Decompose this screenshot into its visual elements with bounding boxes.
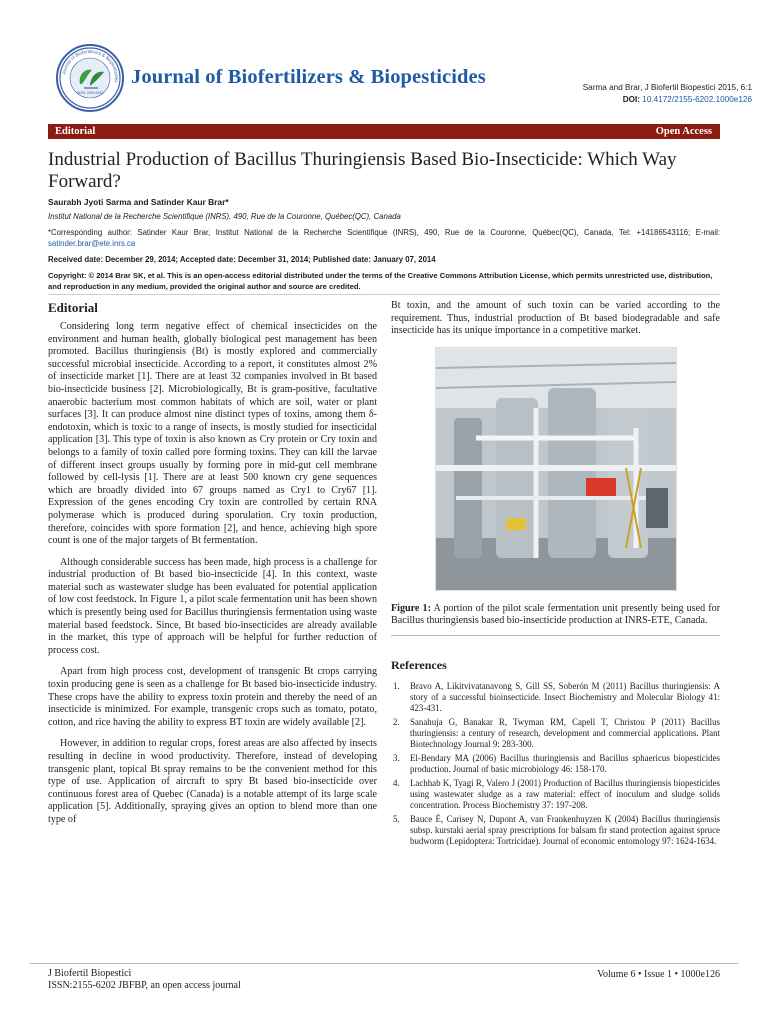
footer-journal (48, 968, 241, 992)
paragraph-1: Considering long term negative effect of chemical insecticides on the environment and human health, globally biological pest management has been promoted. Bacillus thuringiensis (Bt) is mostly explored and commercially successful microbial insecticide. According to a report, it constitutes almost 2% of insecticide market [1]. There are at least 32 companies involved in Bt based bio-insecticide business [2]. Microbiologically, Bt is gram-positive, facultative anaerobic bacterium most common habitats of which are soil, water or plant surfaces [3]. It can produce almost nine distinct types of toxins, among them δ-endotoxin, which is toxic to a range of insects, is mostly studied for insecticidal application [3]. This type of toxin is also known as Cry protein or Cry toxin and belongs to a family of toxin called pore forming toxins. They can kill the larvae of different insect groups usually by forming pore in mid-gut cell membrane followed by cell-lysis [1]. There are at least 500 known cry gene sequences which are broadly divided into 67 groups named as Cry1 to Cry67 [1]. Expression of the genes encoding Cry toxin are controlled by certain RNA polymerase which is produced during sporulation. Cry toxin production, therefore, coincides with spore formation [2], and hence, achieving high spore count is one of the major targets of Bt fermentation. (48, 321, 377, 547)
references-list (391, 681, 720, 847)
reference-number: 5. (393, 813, 400, 824)
paragraph-4: However, in addition to regular crops, forest areas are also affected by insects resulting in decline in wood productivity. Therefore, instead of developing transgenic plant, topical Bt spray remains to be the convenient method for this type of use. Application of aircraft to spry Bt based bio-insecticide over continuous forest area of Quebec (Canada) is a notable attempt of its large scale application [5]. Additionally, spraying gives an option to blend more than one type of (48, 738, 377, 825)
reference-item (391, 753, 720, 775)
corresponding-author (48, 227, 720, 249)
reference-text: Bauce É, Carisey N, Dupont A, van Frankenhuyzen K (2004) Bacillus thuringiensis subsp. kurstaki aerial spray prescriptions for balsam fir stand protection against spruce budworm (Lepidoptera: Tortricidae). Journal of economic entomology 97: 1624-1634. (410, 813, 720, 846)
figure-1-photo (435, 347, 677, 591)
reference-text: Lachhab K, Tyagi R, Valero J (2001) Production of Bacillus thuringiensis biopesticides using wastewater sludge as a raw material: effect of inoculum and sludge solids concentration. Process Biochemistry 37: 197-208. (410, 777, 720, 810)
reference-text: Bravo A, Likitvivatanavong S, Gill SS, Soberón M (2011) Bacillus thuringiensis: A story of a successful bioinsecticide. Insect Biochemistry and Molecular Biology 41: 423-431. (410, 680, 720, 713)
corresponding-text: *Corresponding author: Satinder Kaur Brar, Institut National de la Recherche Scientifique (INRS), 490, Rue de la Couronne, Québec(QC), Canada, Tel: +14186543116; E-mail: (48, 228, 720, 237)
paragraph-2: Although considerable success has been made, high process is a challenge for industrial production of Bt based bio-insecticide [4]. In this context, waste material such as wastewater sludge has been evaluated for potential application of low cost feedstock. In Figure 1, a pilot scale fermentation unit has been shown which is presently being used for Bacillus thuringiensis fermentation using waste material based feedstock. Since, Bt based bio-insecticides are already available in the market, this type of approach will be helpful for further reduction of process cost. (48, 556, 377, 656)
article-title: Industrial Production of Bacillus Thuringiensis Based Bio-Insecticide: Which Way Forward? (48, 149, 677, 192)
fermentation-unit-image (436, 348, 676, 590)
citation-block (583, 82, 752, 106)
article-affiliation: Institut National de la Recherche Scientifique (INRS), 490, Rue de la Couronne, Québec(QC), Canada (48, 212, 401, 221)
reference-item (391, 681, 720, 714)
doi-label: DOI: (622, 95, 640, 104)
doi-link[interactable]: 10.4172/2155-6202.1000e126 (642, 95, 752, 104)
header-divider (48, 294, 720, 295)
section-label: Editorial (55, 126, 96, 137)
figure-caption-text: A portion of the pilot scale fermentation unit presently being used for Bacillus thuringiensis based bio-insecticide production at INRS-ETE, Canada. (391, 602, 721, 627)
footer-volume: Volume 6 • Issue 1 • 1000e126 (597, 969, 720, 980)
reference-item (391, 814, 720, 847)
references-heading: References (391, 657, 447, 672)
reference-text: Sanahuja G, Banakar R, Twyman RM, Capell T, Christou P (2011) Bacillus thuringiensis: a century of research, development and commercial applications. Plant Biotechnology Journal 9: 283-300. (410, 716, 720, 749)
open-access-label: Open Access (655, 126, 712, 137)
reference-number: 1. (393, 680, 400, 691)
figure-caption (391, 603, 720, 636)
right-column (391, 300, 720, 850)
reference-number: 3. (393, 752, 400, 763)
paragraph-3: Apart from high process cost, development of transgenic Bt crops carrying toxin producing gene is seen as a challenge for Bt based bio-insecticide industry. These crops have the ability to express toxin protein and thereby the need of an insecticide is minimized. For example, transgenic crops such as tomato, potato, cotton, and rice having the ability to express BT toxin are widely available [2]. (48, 666, 377, 728)
logo-ring-text: Journal of Biofertilizers & Biopesticides (61, 48, 120, 83)
paragraph-5: Bt toxin, and the amount of such toxin can be varied according to the requirement. Thus, industrial production of Bt based biodegradable and safe insecticide has its unique importance in a competitive market. (391, 300, 720, 337)
citation-text: Sarma and Brar, J Biofertil Biopestici 2015, 6:1 (582, 83, 752, 92)
reference-number: 2. (393, 716, 400, 727)
article-authors: Saurabh Jyoti Sarma and Satinder Kaur Brar* (48, 197, 229, 207)
reference-number: 4. (393, 777, 400, 788)
journal-title: Journal of Biofertilizers & Biopesticides (131, 66, 486, 88)
section-bar (48, 124, 720, 139)
figure-label: Figure 1: (391, 602, 431, 614)
section-heading: Editorial (48, 300, 98, 315)
journal-logo (56, 44, 124, 112)
footer-issn: ISSN:2155-6202 JBFBP, an open access journal (48, 980, 241, 991)
reference-text: El-Bendary MA (2006) Bacillus thuringiensis and Bacillus sphaericus biopesticides production. Journal of basic microbiology 46: 158-170. (410, 752, 720, 774)
logo-issn: ISSN: 2155-6202 (76, 91, 104, 95)
email-link[interactable]: satinder.brar@ete.inrs.ca (48, 239, 136, 248)
footer-journal-name: J Biofertil Biopestici (48, 968, 132, 979)
page-header (0, 0, 768, 124)
footer-divider (30, 963, 738, 964)
reference-item (391, 717, 720, 750)
reference-item (391, 778, 720, 811)
left-column (48, 300, 377, 836)
article-dates: Received date: December 29, 2014; Accepted date: December 31, 2014; Published date: January 07, 2014 (48, 255, 436, 264)
leaf-globe-icon (58, 46, 122, 110)
copyright-notice: Copyright: © 2014 Brar SK, et al. This is an open-access editorial distributed under the terms of the Creative Commons Attribution License, which permits unrestricted use, distribution, and reproduction in any medium, provided the original author and source are credited. (48, 271, 713, 291)
